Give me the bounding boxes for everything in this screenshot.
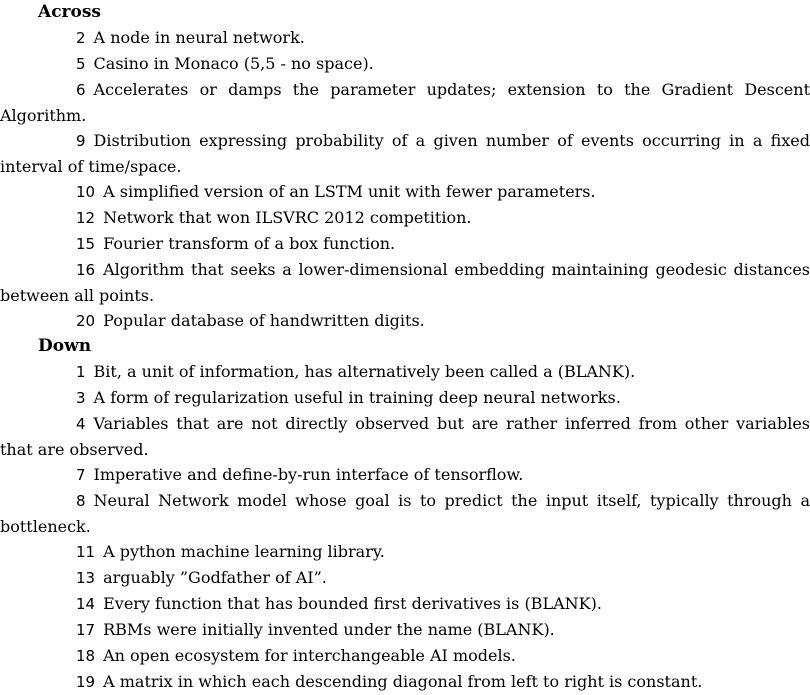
clue-number: 14 xyxy=(76,595,96,613)
clue-number: 11 xyxy=(76,543,96,561)
across-clue xyxy=(0,77,810,128)
across-clue xyxy=(0,231,810,257)
clue-number: 20 xyxy=(76,312,96,330)
down-heading: Down xyxy=(38,336,92,356)
across-clue xyxy=(0,25,810,51)
down-clue xyxy=(0,617,810,643)
clue-number: 8 xyxy=(76,492,86,510)
down-clue xyxy=(0,488,810,539)
clue-number: 17 xyxy=(76,621,96,639)
clue-number: 7 xyxy=(76,466,86,484)
clue-number: 19 xyxy=(76,673,96,691)
clue-text: An open ecosystem for interchangeable AI models. xyxy=(103,646,516,665)
clue-text: arguably ”Godfather of AI”. xyxy=(103,568,327,587)
across-clue xyxy=(0,51,810,77)
clue-number: 13 xyxy=(76,569,96,587)
clue-text: Accelerates or damps the parameter updates; extension to the Gradient Descent Algorithm. xyxy=(0,80,810,125)
clue-number: 1 xyxy=(76,363,86,381)
across-clue xyxy=(0,205,810,231)
clue-text: Bit, a unit of information, has alternatively been called a (BLANK). xyxy=(93,362,636,381)
clue-text: Casino in Monaco (5,5 - no space). xyxy=(93,54,374,73)
clue-text: Distribution expressing probability of a given number of events occurring in a fixed interval of time/space. xyxy=(0,131,810,176)
clue-text: Popular database of handwritten digits. xyxy=(103,311,425,330)
clue-text: Neural Network model whose goal is to predict the input itself, typically through a bottleneck. xyxy=(0,491,810,536)
clue-text: A matrix in which each descending diagonal from left to right is constant. xyxy=(103,672,703,691)
clue-text: Variables that are not directly observed but are rather inferred from other variables that are observed. xyxy=(0,414,810,459)
across-clue xyxy=(0,308,810,334)
down-clue xyxy=(0,411,810,462)
down-clue xyxy=(0,565,810,591)
clue-number: 16 xyxy=(76,261,96,279)
clue-number: 15 xyxy=(76,235,96,253)
clue-number: 18 xyxy=(76,647,96,665)
across-clue xyxy=(0,128,810,179)
clue-number: 10 xyxy=(76,183,96,201)
clue-number: 4 xyxy=(76,415,86,433)
clue-number: 3 xyxy=(76,389,86,407)
down-clue xyxy=(0,462,810,488)
clue-number: 2 xyxy=(76,29,86,47)
down-clue xyxy=(0,539,810,565)
clue-text: Fourier transform of a box function. xyxy=(103,234,396,253)
clue-number: 5 xyxy=(76,55,86,73)
down-clue xyxy=(0,643,810,669)
clue-text: Imperative and define-by-run interface of tensorflow. xyxy=(93,465,524,484)
clue-number: 9 xyxy=(76,132,86,150)
clue-text: A form of regularization useful in training deep neural networks. xyxy=(93,388,621,407)
across-heading: Across xyxy=(38,2,101,22)
down-clue xyxy=(0,669,810,695)
down-clue xyxy=(0,359,810,385)
clue-number: 12 xyxy=(76,209,96,227)
across-clue xyxy=(0,179,810,205)
clue-text: A python machine learning library. xyxy=(103,542,385,561)
down-clue xyxy=(0,385,810,411)
down-clue xyxy=(0,591,810,617)
clue-text: A node in neural network. xyxy=(93,28,305,47)
clue-text: Network that won ILSVRC 2012 competition. xyxy=(103,208,472,227)
clue-text: RBMs were initially invented under the name (BLANK). xyxy=(103,620,555,639)
across-clue xyxy=(0,257,810,308)
clue-number: 6 xyxy=(76,81,86,99)
clue-text: A simplified version of an LSTM unit with fewer parameters. xyxy=(103,182,596,201)
clue-text: Every function that has bounded first derivatives is (BLANK). xyxy=(103,594,602,613)
clue-text: Algorithm that seeks a lower-dimensional embedding maintaining geodesic distances between all points. xyxy=(0,260,810,305)
